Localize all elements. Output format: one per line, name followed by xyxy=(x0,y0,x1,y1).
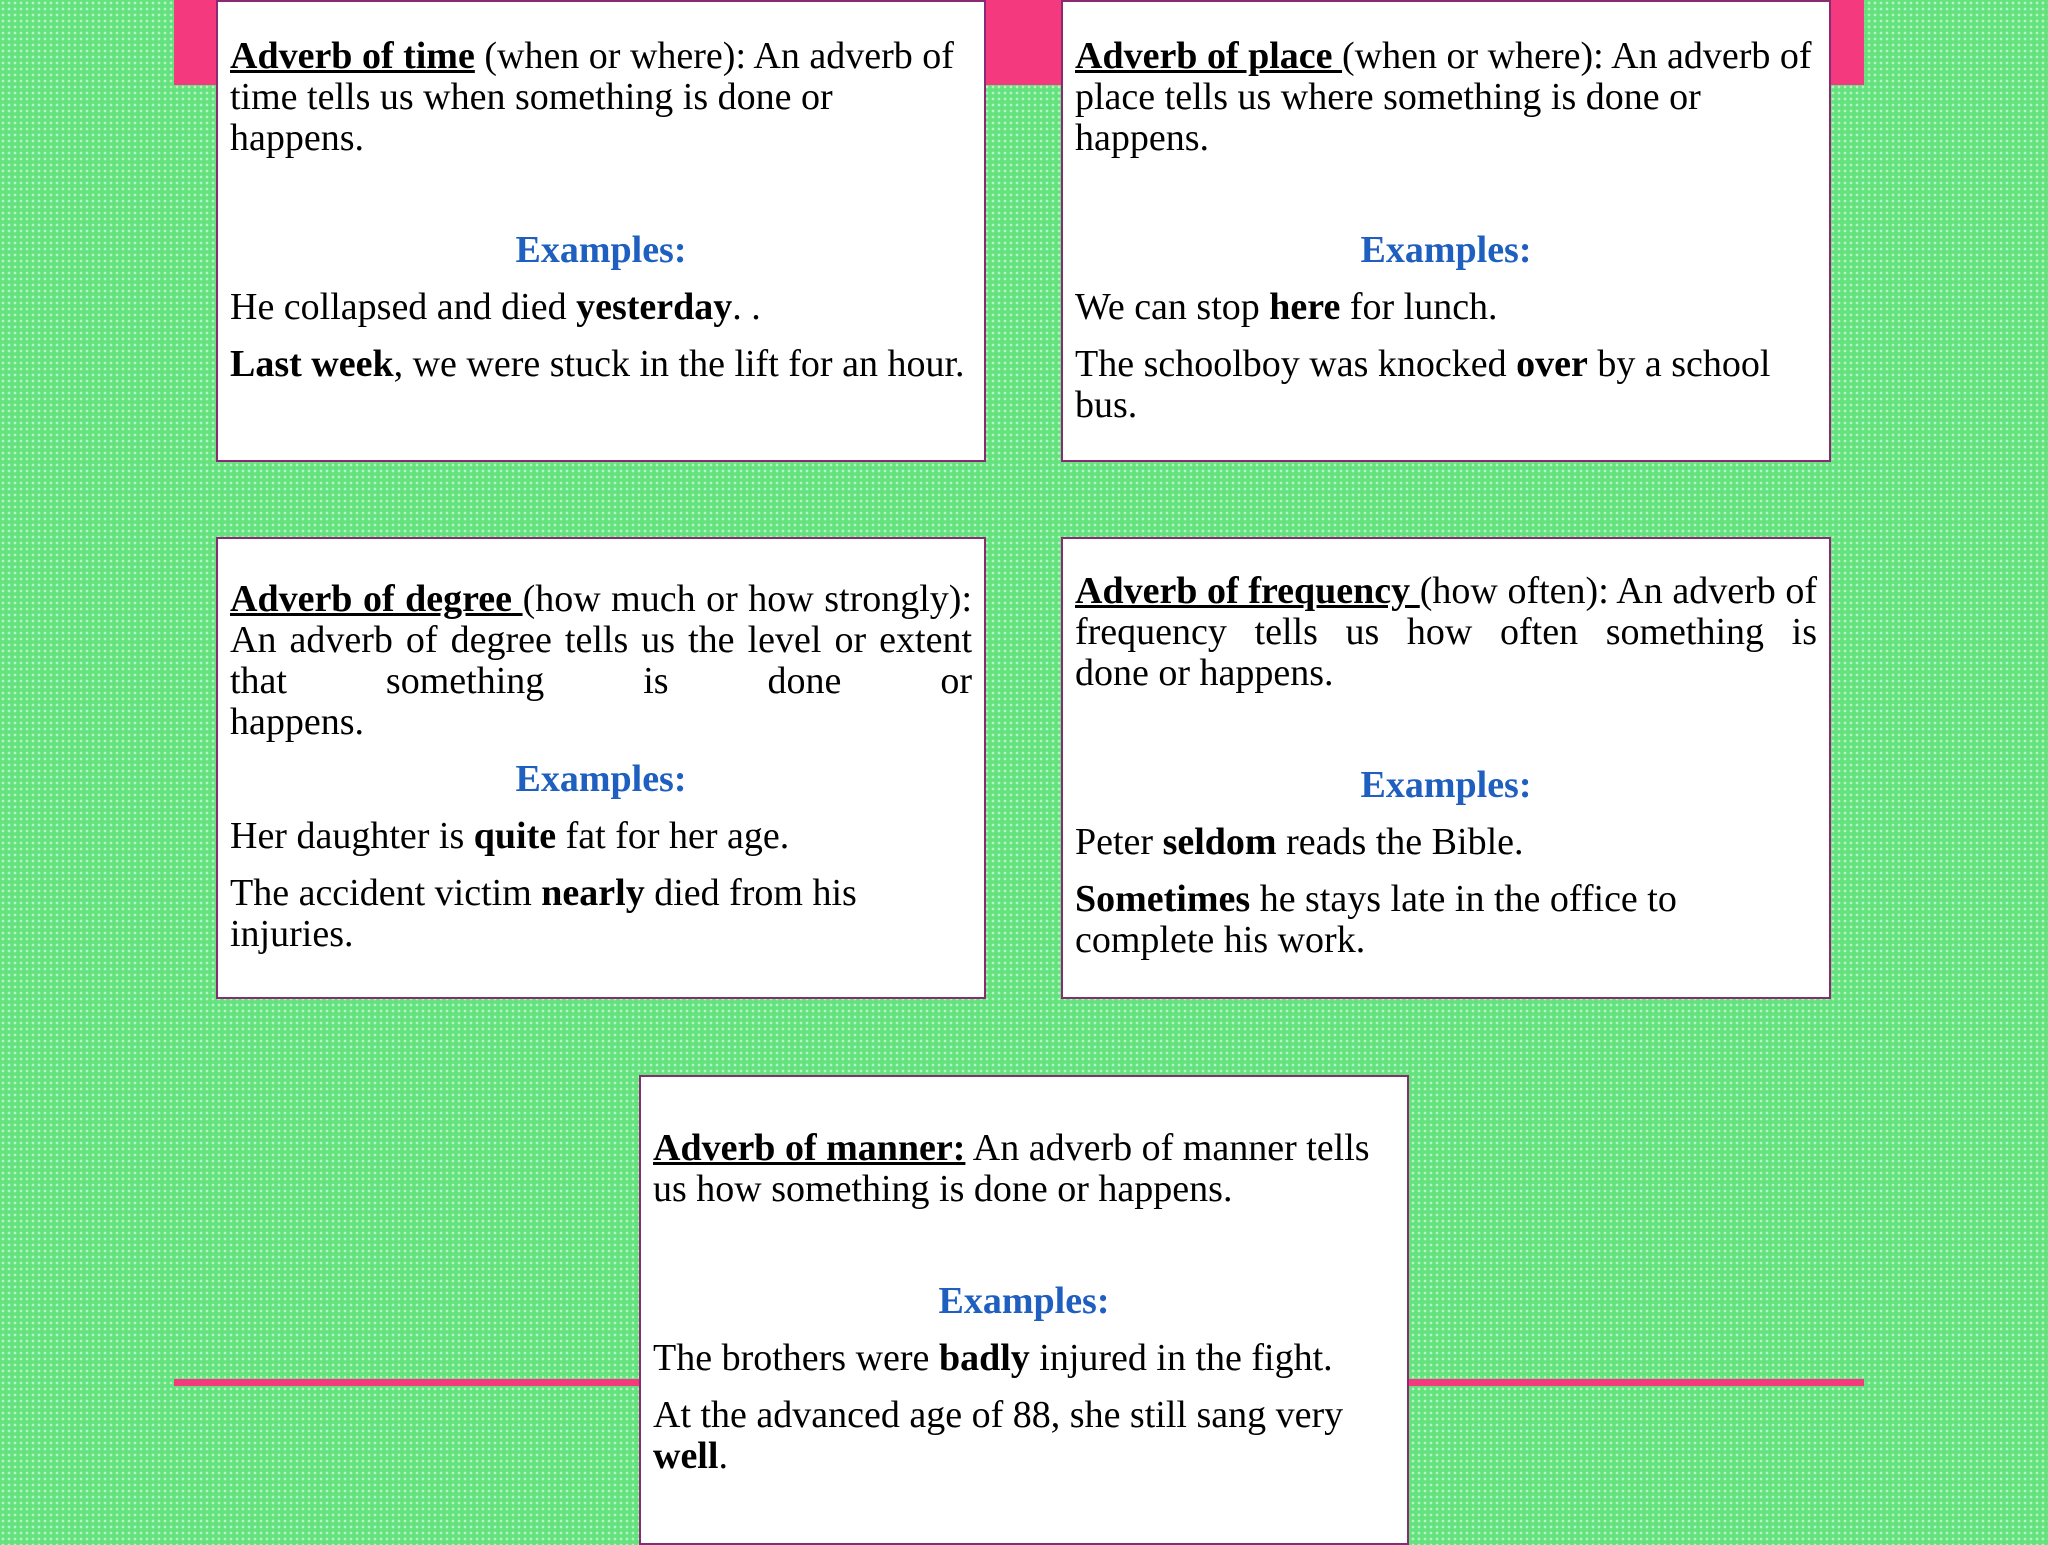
definition-text-frequency: (how often): An adverb of frequency tells us how often something is xyxy=(1075,570,1817,653)
example-manner-2 xyxy=(653,1395,1395,1477)
example-text: Her daughter is xyxy=(230,815,474,857)
example-text: injured in the fight. xyxy=(1029,1337,1333,1379)
example-text: he stays late in the office to complete his work. xyxy=(1075,878,1677,961)
example-time-2 xyxy=(230,344,972,385)
definition-time xyxy=(230,36,972,159)
example-text: At the advanced age of 88, she still sang very xyxy=(653,1394,1344,1436)
example-adverb: seldom xyxy=(1162,821,1277,863)
example-degree-2 xyxy=(230,873,972,955)
term-frequency: Adverb of frequency xyxy=(1075,570,1420,612)
example-text: The brothers were xyxy=(653,1337,939,1379)
definition-place xyxy=(1075,36,1817,159)
example-adverb: over xyxy=(1516,343,1588,385)
definition-degree xyxy=(230,579,972,743)
definition-text-degree: (how much or how strongly): An adverb of degree tells us the level or extent that something is done or xyxy=(230,578,973,702)
term-degree: Adverb of degree xyxy=(230,578,523,620)
example-text: by a school bus. xyxy=(1075,343,1771,426)
example-text: Peter xyxy=(1075,821,1163,863)
card-adverb-of-place xyxy=(1061,0,1831,462)
example-adverb: Sometimes xyxy=(1075,878,1251,920)
example-adverb: nearly xyxy=(541,872,645,914)
example-adverb: Last week xyxy=(230,343,394,385)
example-time-1 xyxy=(230,287,972,328)
definition-text-frequency-last: done or happens. xyxy=(1075,652,1334,694)
definition-text-time: (when or where): An adverb of time tells us when something is done or happens. xyxy=(230,35,954,159)
card-adverb-of-time xyxy=(216,0,986,462)
example-text: The accident victim xyxy=(230,872,542,914)
definition-text-place: (when or where): An adverb of place tells us where something is done or happens. xyxy=(1075,35,1812,159)
definition-text-degree-last: happens. xyxy=(230,701,365,743)
examples-heading-time: Examples: xyxy=(515,229,687,271)
example-text: . . xyxy=(732,286,761,328)
term-time: Adverb of time xyxy=(230,35,475,77)
definition-frequency xyxy=(1075,571,1817,694)
example-text: reads the Bible. xyxy=(1276,821,1524,863)
example-text: . xyxy=(718,1435,728,1477)
example-adverb: well xyxy=(653,1435,719,1477)
example-degree-1 xyxy=(230,816,972,857)
example-frequency-2 xyxy=(1075,879,1817,961)
example-frequency-1 xyxy=(1075,822,1817,863)
term-manner: Adverb of manner: xyxy=(653,1127,966,1169)
example-text: , we were stuck in the lift for an hour. xyxy=(393,343,965,385)
card-adverb-of-frequency xyxy=(1061,537,1831,999)
definition-manner xyxy=(653,1128,1395,1210)
example-text: died from his injuries. xyxy=(230,872,857,955)
examples-heading-manner: Examples: xyxy=(938,1280,1110,1322)
example-adverb: here xyxy=(1269,286,1341,328)
examples-heading-degree: Examples: xyxy=(515,758,687,800)
card-adverb-of-manner xyxy=(639,1075,1409,1545)
examples-heading-place: Examples: xyxy=(1360,229,1532,271)
example-manner-1 xyxy=(653,1338,1395,1379)
example-adverb: quite xyxy=(473,815,557,857)
example-text: The schoolboy was knocked xyxy=(1075,343,1517,385)
example-place-1 xyxy=(1075,287,1817,328)
example-text: fat for her age. xyxy=(556,815,790,857)
example-adverb: badly xyxy=(938,1337,1030,1379)
examples-heading-frequency: Examples: xyxy=(1360,764,1532,806)
example-text: for lunch. xyxy=(1340,286,1498,328)
example-text: He collapsed and died xyxy=(230,286,577,328)
card-adverb-of-degree xyxy=(216,537,986,999)
example-adverb: yesterday xyxy=(576,286,733,328)
example-place-2 xyxy=(1075,344,1817,426)
term-place: Adverb of place xyxy=(1075,35,1343,77)
definition-text-manner: An adverb of manner tells us how something is done or happens. xyxy=(653,1127,1370,1210)
example-text: We can stop xyxy=(1075,286,1270,328)
